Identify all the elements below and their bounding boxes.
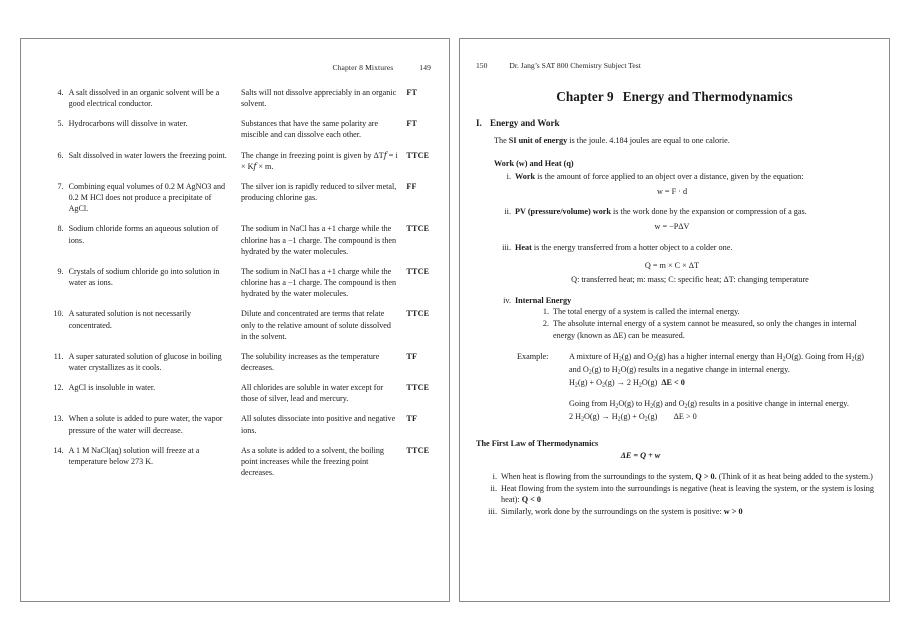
row-reason: The sodium in NaCl has a +1 charge while the chlorine has a −1 charge. The compound is then hydrated by the water molecules. (240, 266, 397, 299)
equation-pv-work: w = −PΔV (654, 222, 690, 232)
row-reason: Substances that have the same polarity are miscible and can dissolve each other. (240, 119, 379, 140)
left-page-number: 149 (419, 63, 431, 72)
item-marker: iii. (502, 242, 511, 252)
table-row (43, 382, 439, 413)
example-line-2: Going from $H_2O(g)$ to $H_2(g)$ and $O_2(g)$ results in a positive change in internal energy. (569, 399, 849, 410)
row-code: TTCE (406, 445, 430, 455)
row-number: 6. (57, 150, 64, 160)
si-unit-pre: The (494, 135, 509, 145)
row-code: TTCE (406, 150, 430, 160)
row-code: FT (406, 88, 418, 97)
item-marker: ii. (504, 207, 511, 217)
item-bold: Q > 0. (695, 471, 717, 481)
example-equation-1-row (569, 377, 875, 390)
list-item (536, 318, 875, 341)
table-row (43, 87, 439, 118)
item-text: is the energy transferred from a hotter object to a colder one. (531, 242, 733, 252)
equation-heat-legend: Q: transferred heat; m: mass; C: specific heat; ΔT: changing temperature (571, 275, 809, 285)
work-and-heat-heading: Work (w) and Heat (q) (494, 158, 574, 168)
row-statement: When a solute is added to pure water, the vapor pressure of the water will decrease. (68, 414, 223, 435)
list-item (480, 471, 875, 483)
row-code: FT (406, 119, 418, 129)
left-page (20, 38, 450, 602)
row-number: 8. (57, 224, 64, 234)
list-item (480, 483, 875, 506)
row-code: TTCE (406, 309, 430, 319)
row-code: TF (406, 351, 418, 361)
right-page (459, 38, 890, 602)
row-code: TF (406, 414, 418, 424)
item-text: is the amount of force applied to an object over a distance, given by the equation: (535, 172, 804, 182)
row-statement: Hydrocarbons will dissolve in water. (68, 119, 188, 129)
right-page-body (476, 117, 875, 517)
point-marker: 2. (542, 318, 549, 328)
chapter-title-label: Chapter 9 (556, 89, 614, 104)
row-reason: All chlorides are soluble in water except for those of silver, lead and mercury. (240, 383, 384, 404)
row-code: TTCE (406, 224, 430, 234)
row-statement: A salt dissolved in an organic solvent will be a good electrical conductor. (68, 88, 220, 109)
table-row (43, 445, 439, 487)
work-heat-list (494, 171, 875, 423)
row-number: 9. (57, 266, 64, 276)
table-row (43, 413, 439, 444)
list-item-work (494, 171, 875, 197)
item-marker: i. (506, 172, 511, 182)
item-marker: iv. (503, 295, 511, 305)
item-bold-lead: Work (515, 172, 536, 182)
list-item-internal-energy (494, 295, 875, 424)
row-number: 13. (53, 414, 64, 424)
list-item-heat (494, 242, 875, 286)
row-statement: Sodium chloride forms an aqueous solution of ions. (68, 224, 219, 245)
point-marker: 1. (542, 307, 549, 317)
left-running-head-chapter: Chapter 8 Mixtures (332, 63, 394, 72)
table-row (43, 181, 439, 223)
table-row (43, 118, 439, 149)
item-bold: Q < 0 (521, 495, 541, 505)
example-equation-2-row (569, 411, 875, 424)
list-item-pv-work (494, 206, 875, 232)
point-text: The absolute internal energy of a system cannot be measured, so only the changes in internal energy (known as ΔE) can be measured. (553, 318, 857, 340)
table-row (43, 223, 439, 265)
first-law-equation: ΔE = Q + w (620, 451, 661, 461)
table-row (43, 266, 439, 308)
row-statement: Crystals of sodium chloride go into solution in water as ions. (68, 266, 220, 288)
si-unit-post: is the joule. 4.184 joules are equal to one calorie. (567, 135, 730, 145)
item-bold-lead: Heat (515, 242, 532, 252)
list-item (536, 306, 875, 318)
example-equation-2-delta: ΔE > 0 (673, 411, 697, 421)
left-running-head (332, 63, 431, 72)
right-page-number: 150 (476, 61, 488, 70)
right-running-head (476, 61, 641, 70)
row-statement: AgCl is insoluble in water. (68, 383, 156, 393)
example-equation-2: 2 $H_2O(g) \to H_2(g) + O_2(g)$ (569, 411, 658, 423)
item-marker: ii. (490, 483, 497, 493)
si-unit-paragraph (494, 135, 875, 147)
item-marker: iii. (488, 506, 497, 516)
row-reason: As a solute is added to a solvent, the boiling point increases while the freezing point decreases. (240, 445, 384, 478)
item-marker: i. (492, 471, 497, 481)
row-statement: Salt dissolved in water lowers the freezing point. (68, 150, 227, 160)
row-code: TTCE (406, 383, 430, 393)
row-reason: The solubility increases as the temperature decreases. (240, 351, 380, 372)
internal-energy-heading: Internal Energy (515, 295, 572, 305)
row-number: 5. (57, 119, 64, 129)
internal-energy-example (517, 351, 875, 423)
row-number: 7. (57, 181, 64, 191)
row-reason: The sodium in NaCl has a +1 charge while the chlorine has a −1 charge. The compound is then hydrated by the water molecules. (240, 224, 397, 256)
example-label: Example: (517, 352, 549, 362)
item-bold: w > 0 (723, 506, 743, 516)
row-statement: A saturated solution is not necessarily concentrated. (68, 309, 192, 330)
row-reason: All solutes dissociate into positive and negative ions. (240, 414, 396, 435)
item-bold-lead: PV (pressure/volume) work (515, 207, 611, 217)
item-text: is the work done by the expansion or compression of a gas. (610, 207, 807, 217)
table-body (43, 87, 439, 487)
equation-heat: Q = m × C × ΔT (644, 261, 700, 271)
list-item (480, 506, 875, 518)
row-reason: Salts will not dissolve appreciably in an organic solvent. (240, 88, 397, 109)
item-post: (Think of it as heat being added to the system.) (716, 471, 873, 481)
row-statement: Combining equal volumes of 0.2 M AgNO3 and 0.2 M HCl does not produce a precipitate of AgCl. (68, 181, 226, 214)
book-title: Dr. Jang’s SAT 800 Chemistry Subject Test (509, 61, 641, 70)
item-pre: When heat is flowing from the surroundings to the system, (501, 471, 696, 481)
row-code: FF (406, 181, 417, 191)
row-number: 12. (53, 383, 64, 393)
chapter-title-name: Energy and Thermodynamics (622, 89, 793, 104)
row-code: TTCE (406, 266, 430, 276)
item-pre: Heat flowing from the system into the surroundings is negative (heat is leaving the system, or the system is losing heat): (501, 483, 874, 505)
row-number: 4. (57, 88, 64, 97)
statement-reason-table (43, 87, 439, 487)
example-equation-1: $H_2(g) + O_2(g) \to 2$ $H_2O(g)$ (569, 377, 658, 388)
si-unit-bold: SI unit of energy (508, 135, 568, 145)
row-reason: The change in freezing point is given by ΔT𝑓 = i × K𝑓 × m. (240, 150, 398, 171)
row-statement: A 1 M NaCl(aq) solution will freeze at a temperature below 273 K. (68, 445, 200, 466)
row-number: 11. (53, 351, 64, 361)
row-number: 14. (53, 445, 64, 455)
equation-work: w = F · d (656, 186, 688, 196)
section-roman-numeral: I. (476, 118, 482, 128)
first-law-heading: The First Law of Thermodynamics (476, 438, 599, 448)
table-row (43, 351, 439, 382)
table-row (43, 308, 439, 350)
example-equation-1-delta: ΔE < 0 (661, 377, 685, 387)
section-heading-text: Energy and Work (490, 118, 560, 128)
row-number: 10. (53, 309, 64, 319)
section-heading-energy-and-work (476, 117, 875, 130)
chapter-title (460, 89, 889, 105)
table-row (43, 150, 439, 181)
example-line-1: A mixture of $H_2(g)$ and $O_2(g)$ has a higher internal energy than $H_2O(g)$. Going from $H_2(g)$ and $O_2(g)$ to $H_2O(g)$ results in a negative change in internal energy. (569, 352, 864, 376)
row-statement: A super saturated solution of glucose in boiling water crystallizes as it cools. (68, 351, 222, 372)
row-reason: Dilute and concentrated are terms that relate only to the relative amount of solute dissolved in the solvent. (240, 309, 391, 341)
first-law-list (480, 471, 875, 518)
item-pre: Similarly, work done by the surroundings on the system is positive: (501, 506, 724, 516)
internal-energy-points (536, 306, 875, 341)
point-text: The total energy of a system is called the internal energy. (553, 307, 740, 317)
row-reason: The silver ion is rapidly reduced to silver metal, producing chlorine gas. (240, 181, 397, 203)
